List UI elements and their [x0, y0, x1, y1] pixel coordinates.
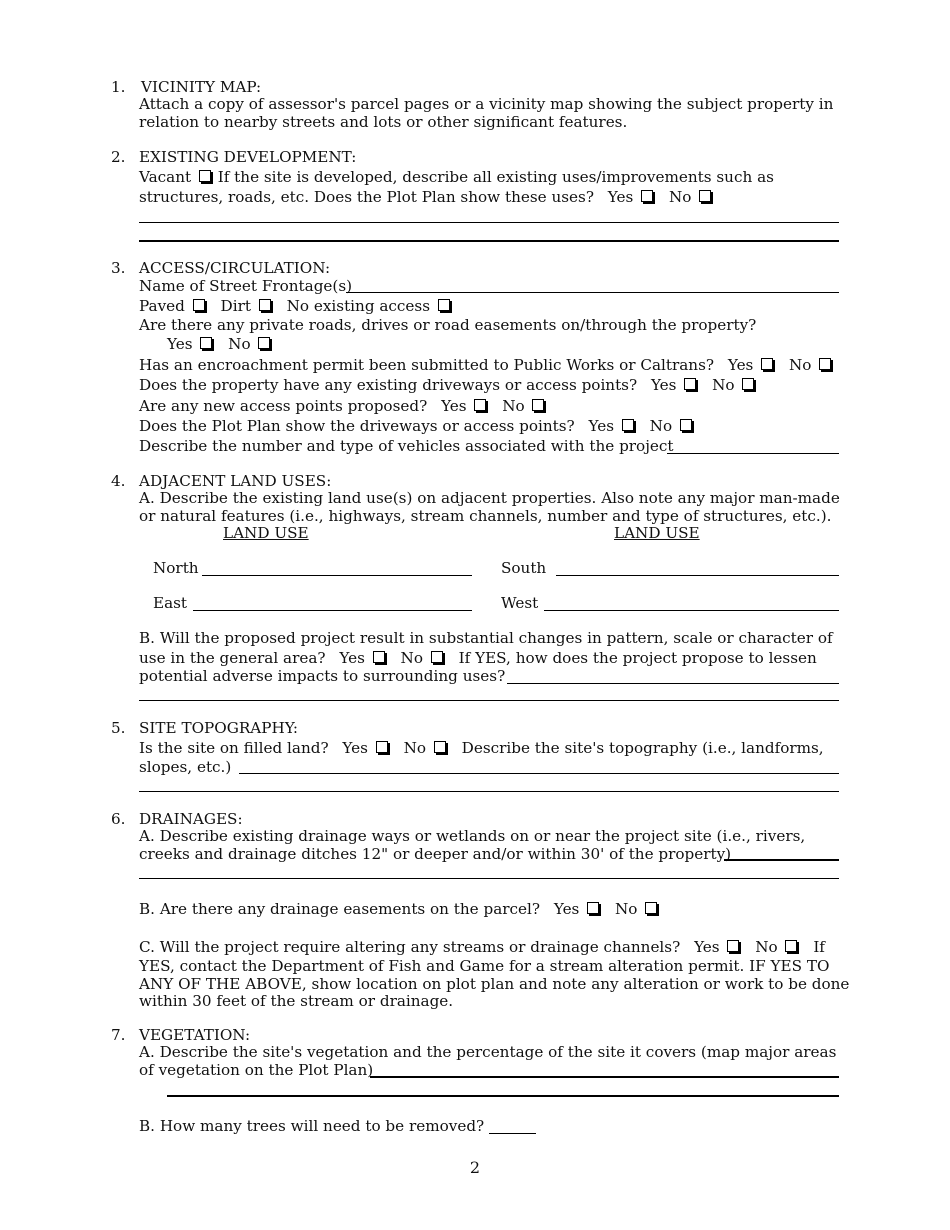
answer-line[interactable] — [139, 240, 839, 242]
yes-label: Yes — [727, 356, 754, 374]
no-label: No — [668, 188, 692, 206]
no-checkbox[interactable] — [532, 399, 544, 411]
question-line — [139, 437, 674, 456]
paved-checkbox[interactable] — [193, 299, 205, 311]
section-title: ADJACENT LAND USES: — [139, 472, 332, 490]
question-line — [139, 397, 546, 416]
no-access-label: No existing access — [286, 297, 431, 315]
no-label: No — [615, 900, 638, 918]
no-access-checkbox[interactable] — [438, 299, 450, 311]
question-line — [139, 938, 825, 957]
answer-line[interactable] — [370, 1076, 839, 1078]
yes-label: Yes — [588, 417, 615, 435]
question-text: B. Will the proposed project result in substantial changes in pattern, scale or character of — [139, 629, 833, 647]
answer-line[interactable] — [139, 222, 839, 223]
instruction-text: A. Describe the existing land use(s) on adjacent properties. Also note any major man-made — [139, 489, 840, 507]
question-text: Does the property have any existing driveways or access points? — [139, 376, 638, 394]
instruction-text: within 30 feet of the stream or drainage. — [139, 992, 454, 1010]
answer-line[interactable] — [139, 878, 839, 879]
section-number: 5. — [111, 719, 126, 737]
yes-checkbox[interactable] — [474, 399, 486, 411]
yes-label: Yes — [167, 335, 193, 353]
question-line — [139, 376, 756, 395]
street-frontage-label: Name of Street Frontage(s) — [139, 277, 353, 295]
yes-checkbox[interactable] — [200, 337, 212, 349]
section-number: 4. — [111, 472, 126, 490]
question-line — [139, 649, 817, 668]
answer-line[interactable] — [507, 683, 839, 684]
no-label: No — [649, 417, 673, 435]
section-number: 2. — [111, 148, 126, 166]
question-text: If YES, how does the project propose to lessen — [458, 649, 817, 667]
yes-checkbox[interactable] — [622, 419, 634, 431]
yes-label: Yes — [650, 376, 677, 394]
answer-line[interactable] — [724, 859, 839, 861]
question-line — [167, 335, 272, 354]
instruction-text: A. Describe existing drainage ways or wetlands on or near the project site (i.e., rivers, — [139, 827, 806, 845]
west-label: West — [501, 594, 539, 612]
yes-checkbox[interactable] — [727, 940, 739, 952]
answer-line[interactable] — [239, 773, 839, 774]
question-line — [139, 356, 833, 375]
no-label: No — [403, 739, 427, 757]
instruction-text: ANY OF THE ABOVE, show location on plot plan and note any alteration or work to be done — [139, 975, 850, 993]
section-number: 7. — [111, 1026, 126, 1044]
question-text: Are any new access points proposed? — [139, 397, 428, 415]
section-title: VICINITY MAP: — [141, 78, 262, 96]
question-text: Describe the site's topography (i.e., landforms, — [461, 739, 824, 757]
trees-count-field[interactable] — [489, 1133, 536, 1134]
vehicles-field[interactable] — [667, 453, 839, 454]
question-line — [139, 900, 659, 919]
question-text: C. Will the project require altering any streams or drainage channels? — [139, 938, 681, 956]
question-line — [139, 168, 774, 187]
yes-label: Yes — [553, 900, 580, 918]
no-checkbox[interactable] — [699, 190, 711, 202]
yes-checkbox[interactable] — [761, 358, 773, 370]
yes-label: Yes — [441, 397, 467, 415]
yes-label: Yes — [607, 188, 634, 206]
no-checkbox[interactable] — [645, 902, 657, 914]
instruction-text: of vegetation on the Plot Plan) — [139, 1061, 374, 1079]
south-label: South — [501, 559, 547, 577]
question-text: B. How many trees will need to be removed? — [139, 1117, 485, 1135]
section-title: ACCESS/CIRCULATION: — [139, 259, 331, 277]
question-text: B. Are there any drainage easements on the parcel? — [139, 900, 541, 918]
yes-checkbox[interactable] — [684, 378, 696, 390]
no-label: No — [789, 356, 812, 374]
yes-checkbox[interactable] — [376, 741, 388, 753]
section-title: DRAINAGES: — [139, 810, 243, 828]
east-field[interactable] — [193, 610, 472, 611]
east-label: East — [153, 594, 188, 612]
section-number: 3. — [111, 259, 126, 277]
no-checkbox[interactable] — [434, 741, 446, 753]
question-text: Has an encroachment permit been submitted to Public Works or Caltrans? — [139, 356, 715, 374]
question-line — [139, 277, 352, 296]
question-text: potential adverse impacts to surrounding uses? — [139, 667, 506, 685]
page-number: 2 — [469, 1158, 481, 1177]
dirt-checkbox[interactable] — [259, 299, 271, 311]
no-label: No — [400, 649, 423, 667]
answer-line[interactable] — [139, 791, 839, 792]
no-label: No — [228, 335, 251, 353]
question-text: Describe the number and type of vehicles associated with the project — [139, 437, 674, 455]
question-text: structures, roads, etc. Does the Plot Plan show these uses? — [139, 188, 594, 206]
yes-checkbox[interactable] — [641, 190, 653, 202]
section-number: 6. — [111, 810, 126, 828]
yes-checkbox[interactable] — [373, 651, 385, 663]
question-text: If — [813, 938, 825, 956]
question-line — [139, 188, 713, 207]
yes-checkbox[interactable] — [587, 902, 599, 914]
vacant-checkbox[interactable] — [199, 170, 211, 182]
answer-line[interactable] — [139, 700, 839, 701]
question-text: slopes, etc.) — [139, 758, 232, 776]
question-line — [139, 417, 694, 436]
instruction-text: or natural features (i.e., highways, stream channels, number and type of structures, etc.). — [139, 507, 832, 525]
question-line — [139, 297, 452, 316]
street-frontage-field[interactable] — [346, 292, 839, 293]
west-field[interactable] — [544, 610, 839, 611]
no-checkbox[interactable] — [258, 337, 270, 349]
instruction-text: Attach a copy of assessor's parcel pages or a vicinity map showing the subject property in — [139, 95, 834, 113]
question-text: Are there any private roads, drives or road easements on/through the property? — [139, 316, 757, 334]
land-use-heading: LAND USE — [223, 524, 309, 542]
instruction-text: relation to nearby streets and lots or other significant features. — [139, 113, 628, 131]
vacant-label: Vacant — [139, 168, 192, 186]
answer-line[interactable] — [167, 1095, 839, 1097]
paved-label: Paved — [139, 297, 185, 315]
yes-label: Yes — [694, 938, 720, 956]
question-text: Does the Plot Plan show the driveways or access points? — [139, 417, 575, 435]
instruction-text: creeks and drainage ditches 12" or deeper and/or within 30' of the property) — [139, 845, 732, 863]
no-label: No — [712, 376, 735, 394]
instruction-text: YES, contact the Department of Fish and Game for a stream alteration permit. IF YES TO — [139, 957, 830, 975]
no-checkbox[interactable] — [680, 419, 692, 431]
land-use-heading: LAND USE — [614, 524, 700, 542]
no-checkbox[interactable] — [819, 358, 831, 370]
question-line — [139, 739, 824, 758]
dirt-label: Dirt — [220, 297, 251, 315]
no-checkbox[interactable] — [431, 651, 443, 663]
no-checkbox[interactable] — [742, 378, 754, 390]
yes-label: Yes — [342, 739, 368, 757]
instruction-text: A. Describe the site's vegetation and the percentage of the site it covers (map major areas — [139, 1043, 837, 1061]
north-label: North — [153, 559, 199, 577]
question-text: If the site is developed, describe all existing uses/improvements such as — [217, 168, 774, 186]
no-checkbox[interactable] — [785, 940, 797, 952]
question-text: use in the general area? — [139, 649, 326, 667]
question-text: Is the site on filled land? — [139, 739, 329, 757]
section-number: 1. — [111, 78, 126, 96]
section-title: SITE TOPOGRAPHY: — [139, 719, 298, 737]
no-label: No — [502, 397, 525, 415]
yes-label: Yes — [339, 649, 365, 667]
north-field[interactable] — [202, 575, 472, 576]
south-field[interactable] — [556, 575, 839, 576]
section-title: VEGETATION: — [139, 1026, 251, 1044]
section-title: EXISTING DEVELOPMENT: — [139, 148, 357, 166]
no-label: No — [755, 938, 778, 956]
